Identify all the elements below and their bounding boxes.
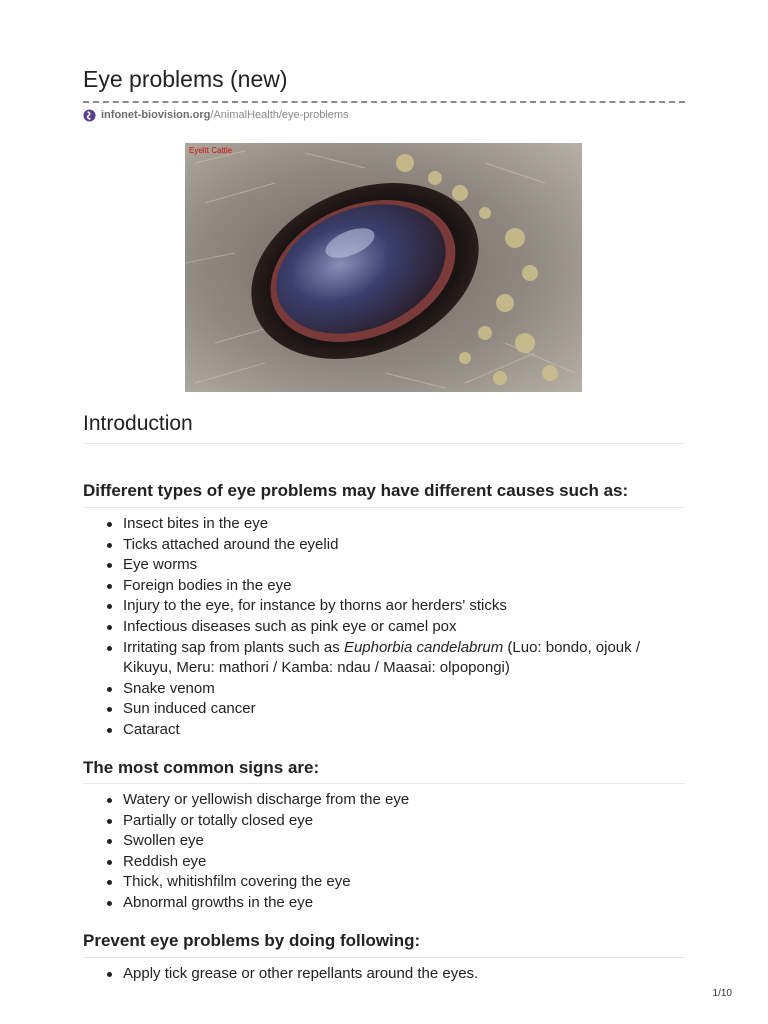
page-number: 1/10 [712, 988, 732, 999]
list-item: Ticks attached around the eyelid [83, 535, 643, 556]
source-logo-icon [83, 109, 96, 122]
list-item: Injury to the eye, for instance by thorns aor herders' sticks [83, 596, 643, 617]
introduction-divider [83, 443, 685, 444]
list-item: Infectious diseases such as pink eye or camel pox [83, 617, 643, 638]
causes-list [83, 514, 643, 741]
prevent-list [83, 964, 643, 985]
introduction-heading: Introduction [83, 412, 193, 435]
list-item: Swollen eye [83, 831, 643, 852]
cattle-eye-photo [185, 143, 582, 392]
list-item: Eye worms [83, 555, 643, 576]
causes-heading: Different types of eye problems may have different causes such as: [83, 481, 629, 500]
photo-watermark: Eyeltt Cattle [189, 146, 233, 155]
signs-list [83, 790, 643, 914]
sap-prefix: Irritating sap from plants such as [123, 638, 344, 656]
list-item: Partially or totally closed eye [83, 811, 643, 832]
list-item: Cataract [83, 720, 643, 741]
list-item: Sun induced cancer [83, 699, 643, 720]
causes-divider [83, 507, 685, 508]
list-item: Reddish eye [83, 852, 643, 873]
list-item [83, 638, 643, 679]
title-divider [83, 101, 685, 103]
prevent-divider [83, 957, 685, 958]
list-item: Insect bites in the eye [83, 514, 643, 535]
page-title: Eye problems (new) [83, 66, 288, 92]
source-path: /AnimalHealth/eye-problems [210, 109, 349, 121]
source-link[interactable] [83, 108, 349, 122]
list-item: Snake venom [83, 679, 643, 700]
prevent-heading: Prevent eye problems by doing following: [83, 931, 421, 950]
signs-divider [83, 783, 685, 784]
plant-species-name: Euphorbia candelabrum [343, 638, 504, 656]
signs-heading: The most common signs are: [83, 758, 320, 777]
source-domain: infonet-biovision.org [101, 109, 211, 121]
sap-suffix: (Luo: bondo, ojouk / Kikuyu, Meru: mathori / Kamba: ndau / Maasai: olpopongi) [123, 638, 640, 677]
list-item: Foreign bodies in the eye [83, 576, 643, 597]
list-item: Thick, whitishfilm covering the eye [83, 872, 643, 893]
list-item: Apply tick grease or other repellants around the eyes. [83, 964, 643, 985]
list-item: Watery or yellowish discharge from the eye [83, 790, 643, 811]
list-item: Abnormal growths in the eye [83, 893, 643, 914]
